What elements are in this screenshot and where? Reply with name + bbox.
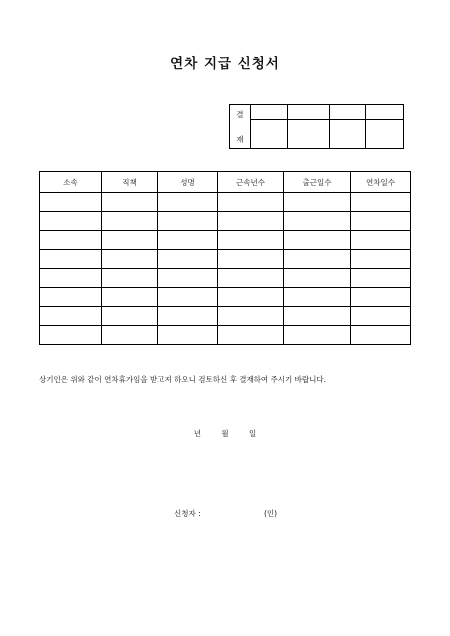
table-cell [40, 250, 102, 269]
header-affiliation: 소속 [40, 172, 102, 193]
table-cell [351, 212, 411, 231]
table-cell [351, 250, 411, 269]
table-cell [40, 231, 102, 250]
table-row [40, 269, 411, 288]
table-cell [102, 269, 158, 288]
approval-label-bottom: 재 [236, 134, 244, 144]
table-cell [351, 326, 411, 345]
table-cell [40, 269, 102, 288]
table-row [40, 212, 411, 231]
table-cell [284, 326, 351, 345]
table-cell [284, 212, 351, 231]
table-cell [102, 307, 158, 326]
table-cell [284, 250, 351, 269]
table-cell [218, 212, 284, 231]
table-cell [351, 193, 411, 212]
table-cell [102, 250, 158, 269]
table-cell [158, 212, 218, 231]
approval-cell [288, 105, 329, 120]
table-cell [40, 193, 102, 212]
table-cell [218, 307, 284, 326]
table-cell [351, 231, 411, 250]
approval-sign-cell [288, 120, 329, 149]
table-cell [158, 326, 218, 345]
table-row [40, 193, 411, 212]
header-leave-days: 연차일수 [351, 172, 411, 193]
table-cell [158, 269, 218, 288]
applicant-label: 신청자 : [174, 509, 201, 518]
table-cell [102, 326, 158, 345]
table-cell [102, 193, 158, 212]
header-position: 직책 [102, 172, 158, 193]
table-cell [218, 193, 284, 212]
date-month-label: 월 [221, 429, 229, 438]
table-cell [284, 269, 351, 288]
leave-table [39, 171, 411, 345]
date-line [0, 428, 450, 439]
table-cell [158, 193, 218, 212]
table-cell [40, 307, 102, 326]
table-cell [218, 288, 284, 307]
table-cell [351, 269, 411, 288]
header-attendance-days: 출근일수 [284, 172, 351, 193]
table-cell [284, 193, 351, 212]
table-cell [284, 307, 351, 326]
table-cell [158, 307, 218, 326]
approval-label-top: 결 [236, 109, 244, 119]
table-cell [40, 288, 102, 307]
table-cell [218, 250, 284, 269]
table-header-row [40, 172, 411, 193]
table-row [40, 288, 411, 307]
table-cell [218, 326, 284, 345]
table-cell [351, 307, 411, 326]
table-cell [284, 231, 351, 250]
table-cell [40, 212, 102, 231]
approval-sign-cell [329, 120, 366, 149]
applicant-seal: (인) [264, 509, 278, 518]
approval-label [230, 105, 251, 149]
table-cell [158, 288, 218, 307]
table-cell [158, 250, 218, 269]
table-row [40, 231, 411, 250]
table-cell [218, 269, 284, 288]
approval-cell [366, 105, 404, 120]
table-cell [40, 326, 102, 345]
table-cell [102, 231, 158, 250]
table-cell [218, 231, 284, 250]
header-years-of-service: 근속년수 [218, 172, 284, 193]
approval-sign-cell [250, 120, 288, 149]
table-cell [158, 231, 218, 250]
document-title: 연차 지급 신청서 [170, 56, 280, 72]
table-cell [102, 212, 158, 231]
approval-cell [329, 105, 366, 120]
table-cell [284, 288, 351, 307]
approval-sign-cell [366, 120, 404, 149]
header-name: 성명 [158, 172, 218, 193]
table-row [40, 250, 411, 269]
request-statement: 상기인은 위와 같이 연차휴가임을 받고져 하오니 검토하신 후 결재하여 주시기 바랍니다. [39, 375, 327, 384]
table-row [40, 326, 411, 345]
table-cell [102, 288, 158, 307]
date-day-label: 일 [249, 429, 257, 438]
approval-box [229, 104, 404, 149]
table-row [40, 307, 411, 326]
table-cell [351, 288, 411, 307]
approval-cell [250, 105, 288, 120]
date-year-label: 년 [193, 429, 201, 438]
